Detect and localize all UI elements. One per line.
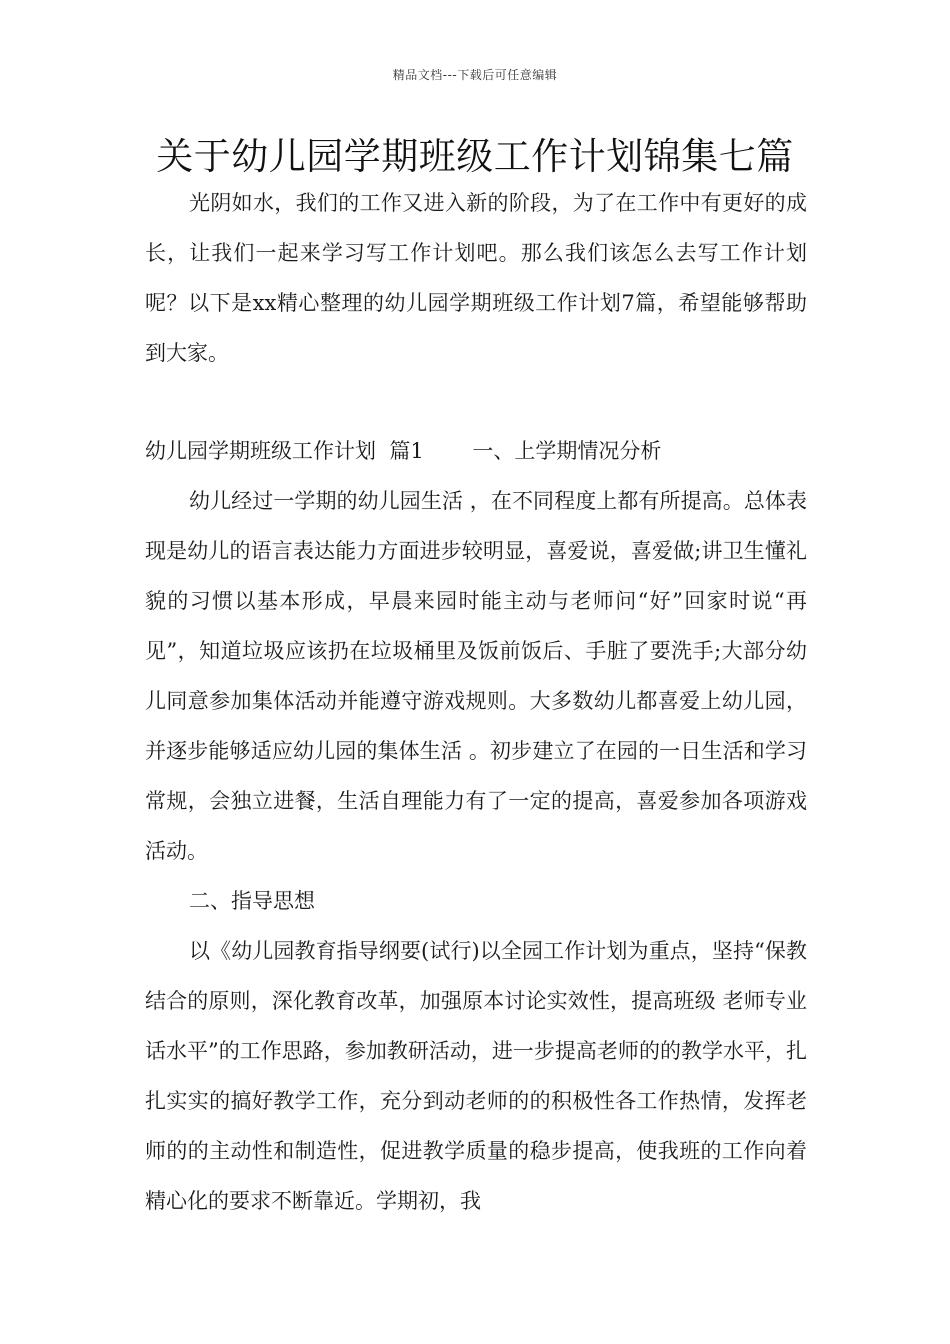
document-title: 关于幼儿园学期班级工作计划锦集七篇 (156, 135, 794, 178)
intro-section (145, 178, 807, 378)
guiding-subheading: 二、指导思想 (189, 889, 315, 913)
guiding-paragraph: 以《幼儿园教育指导纲要(试行)以全园工作计划为重点，坚持“保教结合的原则，深化教育改革，加强原本讨论实效性，提高班级 老师专业 话水平”的工作思路，参加教研活动，进一步提高老师的的教学水平，扎扎实实的搞好教学工作，充分到动老师的的积极性各工作热情，发挥老师的的主动性和制造性，促进教学质量的稳步提高，使我班的工作向着精心化的要求不断靠近。学期初，我 (145, 939, 807, 1213)
header-note: 精品文档---下载后可任意编辑 (392, 68, 558, 82)
plan-section-1 (145, 426, 807, 1226)
intro-paragraph: 光阴如水，我们的工作又进入新的阶段，为了在工作中有更好的成长，让我们一起来学习写工作计划吧。那么我们该怎么去写工作计划呢？以下是xx精心整理的幼儿园学期班级工作计划7篇，希望能够帮助到大家。 (145, 191, 807, 365)
analysis-paragraph: 幼儿经过一学期的幼儿园生活 ，在不同程度上都有所提高。总体表现是幼儿的语言表达能力方面进步较明显，喜爱说，喜爱做;讲卫生懂礼貌的习惯以基本形成，早晨来园时能主动与老师问“好”回家时说“再见”，知道垃圾应该扔在垃圾桶里及饭前饭后、手脏了要洗手;大部分幼儿同意参加集体活动并能遵守游戏规则。大多数幼儿都喜爱上幼儿园，并逐步能够适应幼儿园的集体生活 。初步建立了在园的一日生活和学习 常规，会独立进餐，生活自理能力有了一定的提高，喜爱参加各项游戏活动。 (145, 489, 807, 863)
section-heading: 幼儿园学期班级工作计划 篇1 一、上学期情况分析 (145, 439, 662, 463)
